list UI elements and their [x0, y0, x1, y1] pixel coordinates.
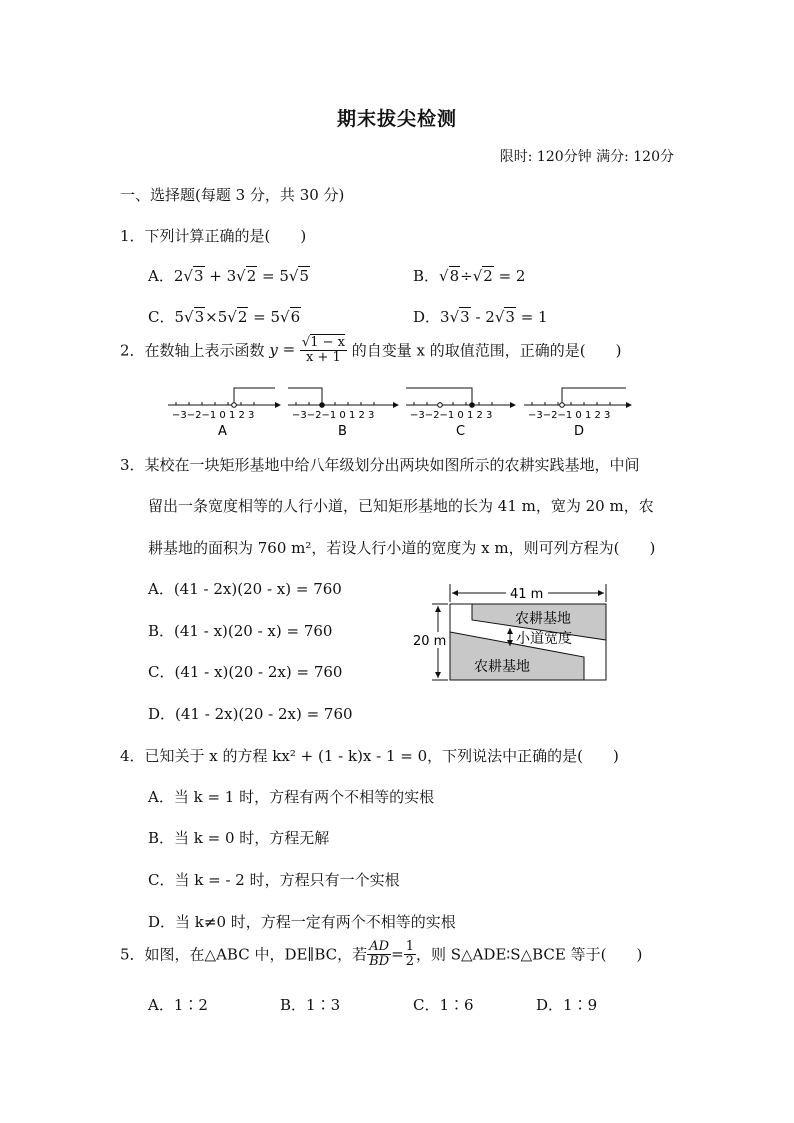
- time-score-info: 限时: 120分钟 满分: 120分: [499, 149, 674, 165]
- q5-option-b: B．1∶3: [280, 996, 341, 1014]
- svg-text:A: A: [218, 424, 227, 439]
- q3-line-2: 留出一条宽度相等的人行小道，已知矩形基地的长为 41 m，宽为 20 m，农: [148, 497, 654, 515]
- q1-stem: 1．下列计算正确的是( ): [120, 227, 307, 245]
- page-title: 期末拔尖检测: [336, 108, 457, 130]
- q4-option-c: C．当 k = - 2 时，方程只有一个实根: [148, 871, 400, 889]
- svg-text:C: C: [456, 424, 466, 439]
- q3-option-c: C．(41 - x)(20 - 2x) = 760: [148, 663, 343, 681]
- q2-stem: 2．在数轴上表示函数 y = $\frac{√1 - x}{x + 1}$ 的自变量 x 的取值范围，正确的是( ): [120, 335, 622, 365]
- q1-option-a: A．2√3 + 3√2 = 5√5: [148, 267, 310, 285]
- q4-option-a: A．当 k = 1 时，方程有两个不相等的实根: [148, 788, 435, 806]
- number-line-b: [288, 388, 399, 439]
- svg-text:−3−2−1 0 1 2 3: −3−2−1 0 1 2 3: [410, 410, 493, 421]
- q4-option-d: D．当 k≠0 时，方程一定有两个不相等的实根: [148, 913, 456, 931]
- number-line-a: [168, 388, 281, 439]
- q5-option-c: C．1∶6: [413, 996, 474, 1014]
- svg-text:农耕基地: 农耕基地: [515, 611, 571, 627]
- svg-text:D: D: [574, 424, 585, 439]
- number-line-c: [406, 388, 516, 439]
- svg-text:41 m: 41 m: [510, 587, 544, 602]
- q5-option-a: A．1∶2: [148, 996, 208, 1014]
- q5-option-d: D．1∶9: [536, 996, 598, 1014]
- q1-option-b: B．√8÷√2 = 2: [413, 267, 526, 285]
- q3-option-d: D．(41 - 2x)(20 - 2x) = 760: [148, 705, 353, 723]
- svg-text:−3−2−1 0 1 2 3: −3−2−1 0 1 2 3: [172, 410, 255, 421]
- svg-text:20 m: 20 m: [413, 634, 447, 649]
- q1-option-d: D．3√3 - 2√3 = 1: [413, 308, 548, 326]
- q3-line-3: 耕基地的面积为 760 m²，若设人行小道的宽度为 x m，则可列方程为( ): [148, 539, 656, 557]
- q4-option-b: B．当 k = 0 时，方程无解: [148, 829, 330, 847]
- q5-stem: 5．如图，在△ABC 中，DE∥BC，若 $\frac{AD}{BD}$ = $\frac{1}{2}$ ，则 S△ADE∶S△BCE 等于( ): [120, 939, 643, 969]
- q1-option-c: C．5√3×5√2 = 5√6: [148, 308, 301, 326]
- q3-figure: [410, 582, 618, 684]
- q3-option-b: B．(41 - x)(20 - x) = 760: [148, 622, 333, 640]
- number-line-d: [524, 388, 632, 439]
- svg-text:−3−2−1 0 1 2 3: −3−2−1 0 1 2 3: [528, 410, 611, 421]
- q2-number-lines: [160, 380, 640, 442]
- q3-option-a: A．(41 - 2x)(20 - x) = 760: [148, 580, 342, 598]
- svg-text:农耕基地: 农耕基地: [474, 659, 530, 675]
- svg-text:−3−2−1 0 1 2 3: −3−2−1 0 1 2 3: [292, 410, 375, 421]
- q4-stem: 4．已知关于 x 的方程 kx² + (1 - k)x - 1 = 0，下列说法中正确的是( ): [120, 747, 619, 765]
- section-heading: 一、选择题(每题 3 分，共 30 分): [120, 186, 345, 204]
- svg-text:B: B: [338, 424, 347, 439]
- svg-text:小道宽度: 小道宽度: [516, 631, 572, 647]
- q3-line-1: 3．某校在一块矩形基地中给八年级划分出两块如图所示的农耕实践基地，中间: [120, 456, 640, 474]
